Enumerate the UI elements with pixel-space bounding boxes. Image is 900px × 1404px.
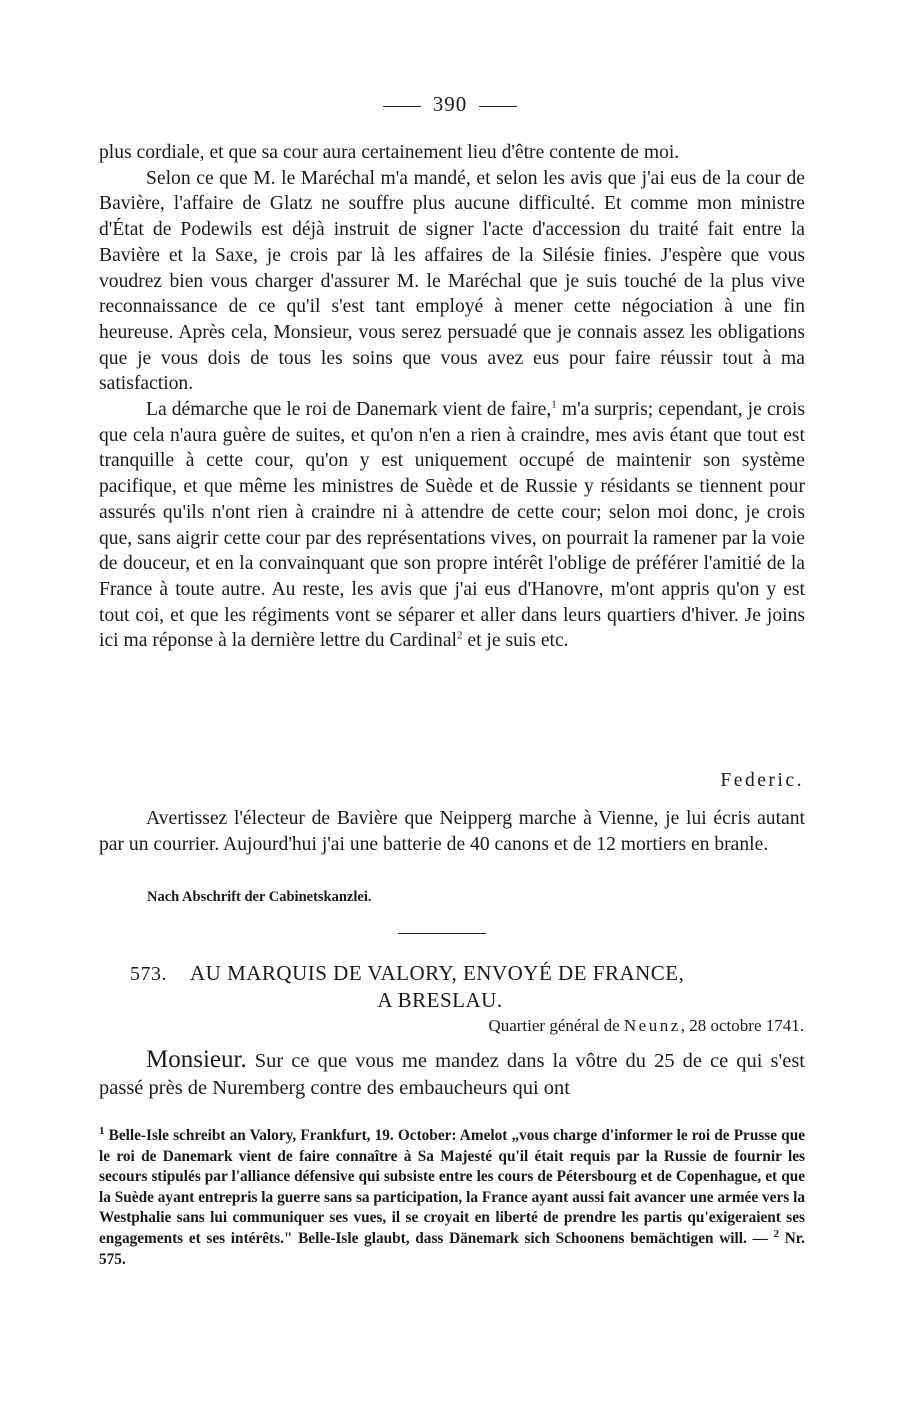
source-note: Nach Abschrift der Cabinetskanzlei.: [147, 889, 372, 905]
footnote-ref-2[interactable]: 2: [456, 629, 463, 642]
postscript: [99, 806, 805, 857]
paragraph-1: plus cordiale, et que sa cour aura certainement lieu d'être contente de moi.: [99, 142, 680, 163]
dateline-place: Neunz: [623, 1016, 681, 1035]
page-number-header: [0, 92, 900, 117]
opening-text: Sur ce que vous me mandez dans la vôtre du 25 de ce qui s'est passé près de Nuremberg contre des embaucheurs qui ont: [99, 1050, 805, 1099]
letter-opening-paragraph: [99, 1046, 805, 1102]
footnote-1-text: Belle-Isle schreibt an Valory, Frankfurt, 19. October: Amelot „vous charge d'informer le roi de Prusse que le roi de Danemark vient de faire connaître à Sa Majesté qu'il était requis par la Russie de fournir les secours stipulés par l'alliance défensive qui subsiste entre les cours de Pétersbourg et de Copenhague, et que la Suède ayant entrepris la guerre sans sa participation, la France ayant aussi fait avancer une armée vers la Westphalie sans lui communiquer ses vues, il se croyait en liberté de prendre les partis qu'exigeraient ses engagements et ses intérêts." Belle-Isle glaubt, dass Dänemark sich Schoonens bemächtigen will. —: [99, 1127, 805, 1247]
letter-body-continued: [99, 140, 805, 654]
paragraph-3-part-c: et je suis etc.: [462, 630, 569, 652]
paragraph-2: Selon ce que M. le Maréchal m'a mandé, et selon les avis que j'ai eus de la cour de Bavière, l'affaire de Glatz ne souffre plus aucune difficulté. Et comme mon ministre d'État de Podewils est déjà instruit de signer l'acte d'accession du traité fait entre la Bavière et la Saxe, je crois par là les affaires de la Silésie finies. J'espère que vous voudrez bien vous charger d'assurer M. le Maréchal que je suis touché de la plus vive reconnaissance de ce qu'il s'est tant employé à mener cette négociation à une fin heureuse. Après cela, Monsieur, vous serez persuadé que je connais assez les obligations que je vous dois de tous les soins que vous avez eus pour faire réussir tout à ma satisfaction.: [99, 167, 805, 395]
letter-number: 573.: [130, 963, 167, 985]
signature: Federic.: [720, 770, 804, 791]
dateline-prefix: Quartier général de: [488, 1016, 624, 1035]
page-number: 390: [432, 92, 468, 116]
letter-opening: [99, 1046, 805, 1102]
paragraph-3: [99, 397, 805, 654]
footnote-ref-1[interactable]: 1: [551, 398, 557, 411]
footnote-1-mark: 1: [99, 1124, 105, 1137]
paragraph-3-part-b: m'a surpris; cependant, je crois que cela n'aura guère de suites, et qu'on n'en a rien à craindre, mes avis étant que tout est tranquille à cette cour, qu'on y est uniquement occupé de maintenir son système pacifique, et que même les ministres de Suède et de Russie y résidants se tiennent pour assurés qu'ils n'ont rien à craindre ni à attendre de cette cour; selon moi donc, je crois que, sans aigrir cette cour par des représentations vives, on pourrait la ramener par la voie de douceur, et en la convainquant que son propre intérêt l'oblige de préférer l'amitié de la France à toute autre. Au reste, les avis que j'ai eus d'Hanovre, m'ont appris qu'on y est tout coi, et que les régiments vont se séparer et aller dans leurs quartiers d'hiver. Je joins ici ma réponse à la dernière lettre du Cardinal: [99, 399, 805, 652]
dateline-suffix: , 28 octobre 1741.: [680, 1016, 804, 1035]
footnote-2-mark: 2: [773, 1227, 780, 1240]
footnote-1: [99, 1126, 805, 1270]
right-rule: [479, 106, 517, 107]
salutation: Monsieur.: [146, 1046, 247, 1073]
letter-heading-line2: A BRESLAU.: [377, 988, 503, 1012]
postscript-paragraph: Avertissez l'électeur de Bavière que Neipperg marche à Vienne, je lui écris autant par un courrier. Aujourd'hui j'ai une batterie de 40 canons et de 12 mortiers en branle.: [99, 808, 805, 855]
footnote-2-text: Nr. 575.: [99, 1229, 805, 1268]
letter-heading: [130, 960, 810, 1013]
section-separator: [398, 933, 486, 934]
left-rule: [383, 106, 421, 107]
footnotes: [99, 1126, 805, 1270]
dateline: [488, 1016, 804, 1036]
letter-heading-line1: AU MARQUIS DE VALORY, ENVOYÉ DE FRANCE,: [190, 961, 685, 985]
paragraph-3-part-a: La démarche que le roi de Danemark vient de faire,: [146, 399, 552, 421]
